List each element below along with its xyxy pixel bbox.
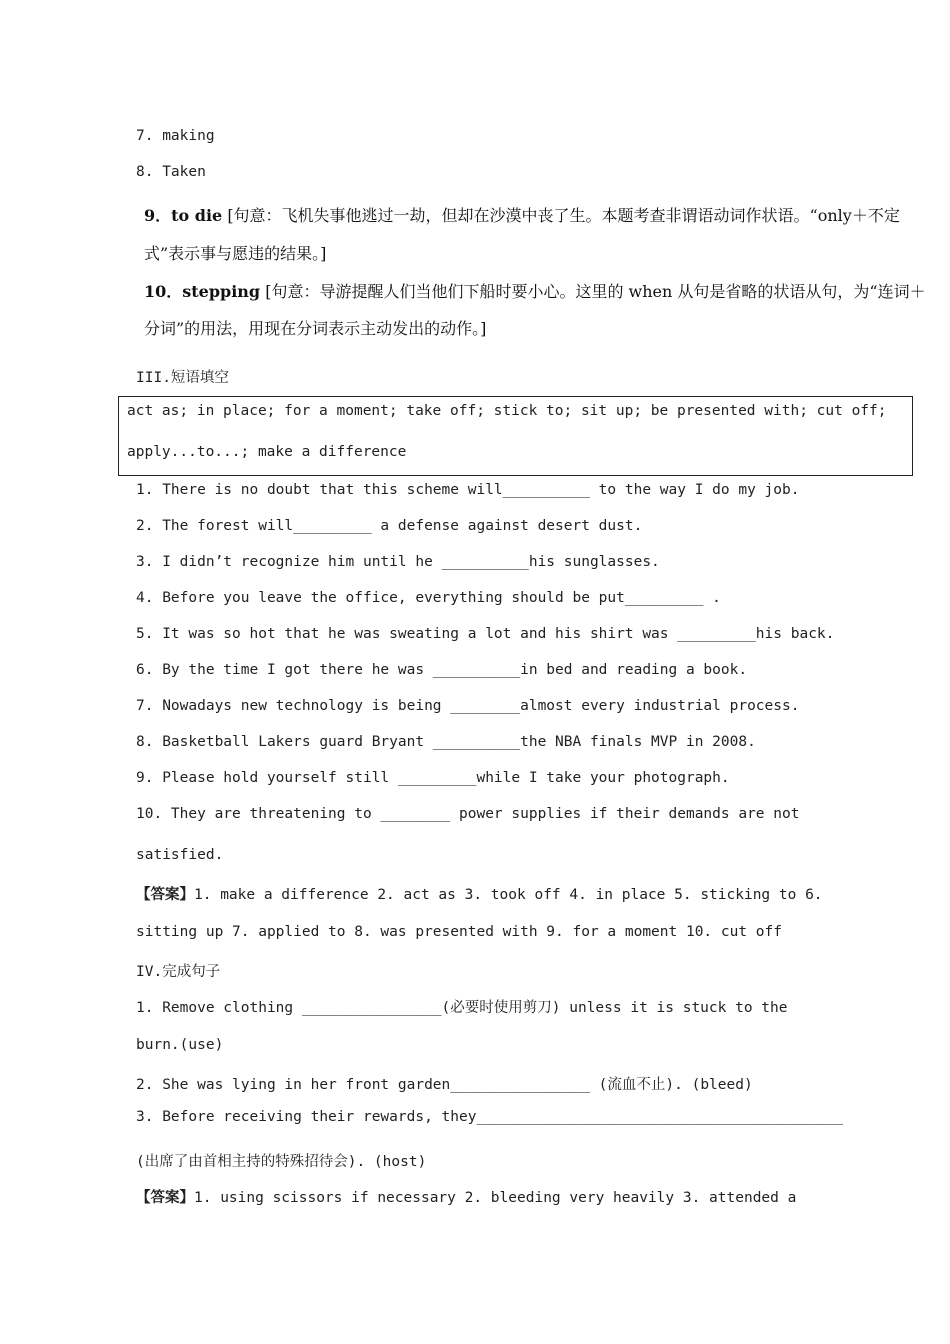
- section-3-heading: III.短语填空: [136, 370, 229, 386]
- question-2: 2. The forest will_________ a defense against desert dust.: [136, 518, 643, 534]
- question-10: 10. They are threatening to ________ power supplies if their demands are not: [136, 806, 800, 822]
- answer-10: [144, 279, 926, 302]
- section-4-answer: [136, 1186, 796, 1207]
- question-8: 8. Basketball Lakers guard Bryant __________the NBA finals MVP in 2008.: [136, 734, 756, 750]
- sentence-2: 2. She was lying in her front garden________________ (流血不止). (bleed): [136, 1077, 753, 1093]
- answer-tag: 【答案】: [136, 887, 194, 903]
- phrase-box-line-2: apply...to...; make a difference: [127, 444, 407, 460]
- section-3-answer-line-1: 1. make a difference 2. act as 3. took off 4. in place 5. sticking to 6.: [194, 887, 823, 903]
- answer-8: 8. Taken: [136, 164, 206, 180]
- section-4-heading: IV.完成句子: [136, 964, 221, 980]
- sentence-3: 3. Before receiving their rewards, they__________________________________________: [136, 1109, 844, 1125]
- question-7: 7. Nowadays new technology is being ________almost every industrial process.: [136, 698, 800, 714]
- answer-9-number: 9．to die: [144, 206, 223, 225]
- section-4-answer-line-1: 1. using scissors if necessary 2. bleeding very heavily 3. attended a: [194, 1190, 797, 1206]
- answer-10-number: 10．stepping: [144, 282, 261, 301]
- sentence-3-cont: (出席了由首相主持的特殊招待会). (host): [136, 1154, 427, 1170]
- answer-9: [144, 203, 900, 226]
- section-3-answer-line-2: sitting up 7. applied to 8. was presented with 9. for a moment 10. cut off: [136, 924, 783, 940]
- answer-10-note: [句意：导游提醒人们当他们下船时要小心。这里的 when 从句是省略的状语从句，为“连词＋: [265, 282, 926, 301]
- sentence-1-cont: burn.(use): [136, 1037, 224, 1053]
- question-3: 3. I didn’t recognize him until he __________his sunglasses.: [136, 554, 660, 570]
- question-5: 5. It was so hot that he was sweating a lot and his shirt was _________his back.: [136, 626, 835, 642]
- answer-10-note-cont: 分词”的用法，用现在分词表示主动发出的动作。]: [144, 319, 487, 338]
- question-4: 4. Before you leave the office, everything should be put_________ .: [136, 590, 721, 606]
- answer-7: 7. making: [136, 128, 215, 144]
- phrase-box: [118, 396, 913, 476]
- question-9: 9. Please hold yourself still _________while I take your photograph.: [136, 770, 730, 786]
- question-10-cont: satisfied.: [136, 847, 224, 863]
- answer-9-note-cont: 式”表示事与愿违的结果。]: [144, 244, 327, 263]
- answer-9-note: [句意：飞机失事他逃过一劫，但却在沙漠中丧了生。本题考查非谓语动词作状语。“only＋不定: [227, 206, 900, 225]
- answer-tag: 【答案】: [136, 1190, 194, 1206]
- question-1: 1. There is no doubt that this scheme will__________ to the way I do my job.: [136, 482, 800, 498]
- question-6: 6. By the time I got there he was __________in bed and reading a book.: [136, 662, 748, 678]
- phrase-box-line-1: act as; in place; for a moment; take off; stick to; sit up; be presented with; cut off;: [127, 403, 887, 419]
- section-3-answer: [136, 883, 823, 904]
- sentence-1: 1. Remove clothing ________________(必要时使用剪刀) unless it is stuck to the: [136, 1000, 788, 1016]
